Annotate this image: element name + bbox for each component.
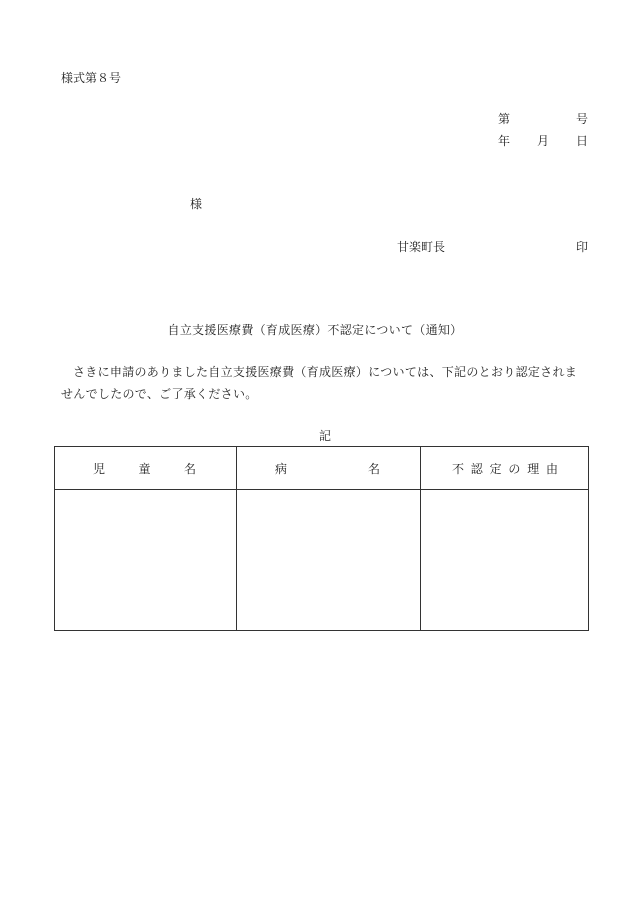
table-row <box>55 490 589 631</box>
header-disease-name <box>237 447 421 490</box>
header-char: 理 <box>527 461 540 476</box>
cell-child-name <box>55 490 237 631</box>
header-char: 名 <box>183 461 196 476</box>
header-child-name <box>55 447 237 490</box>
body-text: さきに申請のありました自立支援医療費（育成医療）については、下記のとおり認定されませんでしたので、ご了承ください。 <box>61 365 578 401</box>
cell-disease-name <box>237 490 421 631</box>
header-char: 病 <box>275 461 288 476</box>
header-char: 児 <box>93 461 106 476</box>
addressee-honorific: 様 <box>190 197 203 211</box>
date-month-label: 月 <box>537 134 550 148</box>
sender-title: 甘楽町長 <box>397 240 446 254</box>
header-char: 童 <box>138 461 151 476</box>
reason-table <box>54 446 589 631</box>
header-char: 定 <box>489 461 502 476</box>
seal-mark: 印 <box>576 240 589 254</box>
table-header-row <box>55 447 589 490</box>
date-day-label: 日 <box>576 134 589 148</box>
header-char: 由 <box>545 461 558 476</box>
document-title: 自立支援医療費（育成医療）不認定について（通知） <box>167 323 463 337</box>
document-number-suffix: 号 <box>576 112 589 126</box>
header-char: 名 <box>367 461 380 476</box>
header-char: の <box>508 461 521 476</box>
date-year-label: 年 <box>498 134 511 148</box>
header-char: 認 <box>470 461 483 476</box>
form-number: 様式第８号 <box>61 71 122 85</box>
header-reason <box>421 447 589 490</box>
document-number-prefix: 第 <box>498 112 511 126</box>
ki-label: 記 <box>318 429 331 443</box>
cell-reason <box>421 490 589 631</box>
header-char: 不 <box>452 461 465 476</box>
